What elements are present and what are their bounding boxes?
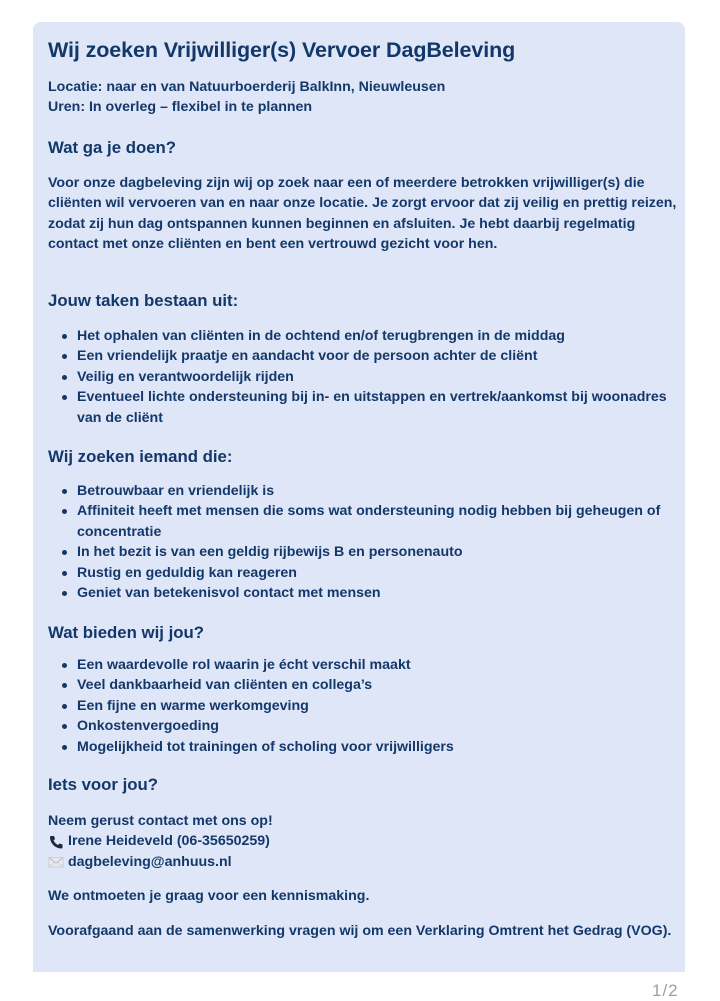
list-item — [62, 716, 692, 736]
list-item-text: Affiniteit heeft met mensen die soms wat ondersteuning nodig hebben bij geheugen of concentratie — [77, 503, 661, 540]
page-title: Wij zoeken Vrijwilliger(s) Vervoer DagBeleving — [48, 38, 516, 62]
list-item-text: Eventueel lichte ondersteuning bij in- en uitstappen en vertrek/aankomst bij woonadres van de cliënt — [77, 389, 667, 426]
list-item — [62, 326, 692, 346]
list-item-text: Een waardevolle rol waarin je écht verschil maakt — [77, 657, 411, 673]
bullet-icon — [62, 745, 67, 750]
bullet-icon — [62, 509, 67, 514]
list-item-text: Rustig en geduldig kan reageren — [77, 564, 297, 581]
list-item — [62, 346, 692, 366]
bullet-icon — [62, 683, 67, 688]
bullet-icon — [62, 663, 67, 668]
list-item-text: Onkostenvergoeding — [77, 718, 219, 735]
list-item — [62, 501, 692, 542]
heading-offer: Wat bieden wij jou? — [48, 623, 204, 642]
hours-line: Uren: In overleg – flexibel in te plannen — [48, 99, 313, 115]
email-line — [48, 852, 678, 872]
list-item — [62, 387, 692, 428]
vog-text: Voorafgaand aan de samenwerking vragen wij om een Verklaring Omtrent het Gedrag (VOG). — [48, 923, 672, 939]
bullet-icon — [62, 571, 67, 576]
page-indicator: 1/2 — [652, 981, 679, 1000]
bullet-icon — [62, 354, 67, 359]
location-line: Locatie: naar en van Natuurboerderij BalkInn, Nieuwleusen — [48, 79, 446, 95]
phone-line — [48, 831, 678, 851]
list-item-text: Mogelijkheid tot trainingen of scholing voor vrijwilligers — [77, 738, 454, 755]
list-item — [62, 655, 692, 675]
heading-contact: Iets voor jou? — [48, 775, 159, 794]
list-item — [62, 367, 692, 387]
bullet-icon — [62, 704, 67, 709]
what-description: Voor onze dagbeleving zijn wij op zoek naar een of meerdere betrokken vrijwilliger(s) die cliënten wil vervoeren van en naar onze locatie. Je zorgt ervoor dat zij veilig en prettig reizen, zodat zij hun dag ontspannen kunnen beginnen en afsluiten. Je hebt daarbij regelmatig contact met onze cliënten en bent een vertrouwd gezicht voor hen. — [48, 175, 677, 253]
meeting-text: We ontmoeten je graag voor een kennismaking. — [48, 888, 370, 904]
bullet-icon — [62, 591, 67, 596]
bullet-icon — [62, 375, 67, 380]
list-item — [62, 481, 692, 501]
list-item-text: Betrouwbaar en vriendelijk is — [77, 483, 275, 499]
email-link[interactable]: dagbeleving@anhuus.nl — [68, 853, 232, 870]
bullet-icon — [62, 550, 67, 555]
requirements-list — [48, 481, 692, 603]
phone-contact[interactable]: Irene Heideveld (06-35650259) — [68, 833, 270, 850]
envelope-icon — [48, 855, 64, 869]
list-item — [62, 563, 692, 583]
heading-tasks: Jouw taken bestaan uit: — [48, 291, 239, 310]
list-item — [62, 737, 692, 757]
list-item-text: Een vriendelijk praatje en aandacht voor de persoon achter de cliënt — [77, 348, 538, 365]
list-item-text: In het bezit is van een geldig rijbewijs B en personenauto — [77, 544, 463, 561]
list-item — [62, 675, 692, 695]
list-item — [62, 542, 692, 562]
vacancy-card — [33, 22, 685, 972]
phone-icon — [48, 835, 64, 849]
heading-what: Wat ga je doen? — [48, 138, 177, 157]
bullet-icon — [62, 724, 67, 729]
bullet-icon — [62, 395, 67, 400]
contact-block — [48, 811, 678, 872]
heading-seek: Wij zoeken iemand die: — [48, 447, 233, 466]
list-item-text: Het ophalen van cliënten in de ochtend en/of terugbrengen in de middag — [77, 328, 565, 344]
bullet-icon — [62, 334, 67, 339]
list-item-text: Geniet van betekenisvol contact met mensen — [77, 585, 381, 602]
contact-intro: Neem gerust contact met ons op! — [48, 813, 273, 829]
offer-list — [48, 655, 692, 757]
vacancy-meta — [48, 77, 671, 117]
bullet-icon — [62, 489, 67, 494]
list-item — [62, 583, 692, 603]
list-item — [62, 696, 692, 716]
tasks-list — [48, 326, 692, 428]
list-item-text: Veel dankbaarheid van cliënten en collega’s — [77, 677, 373, 694]
list-item-text: Een fijne en warme werkomgeving — [77, 697, 309, 714]
list-item-text: Veilig en verantwoordelijk rijden — [77, 368, 294, 385]
